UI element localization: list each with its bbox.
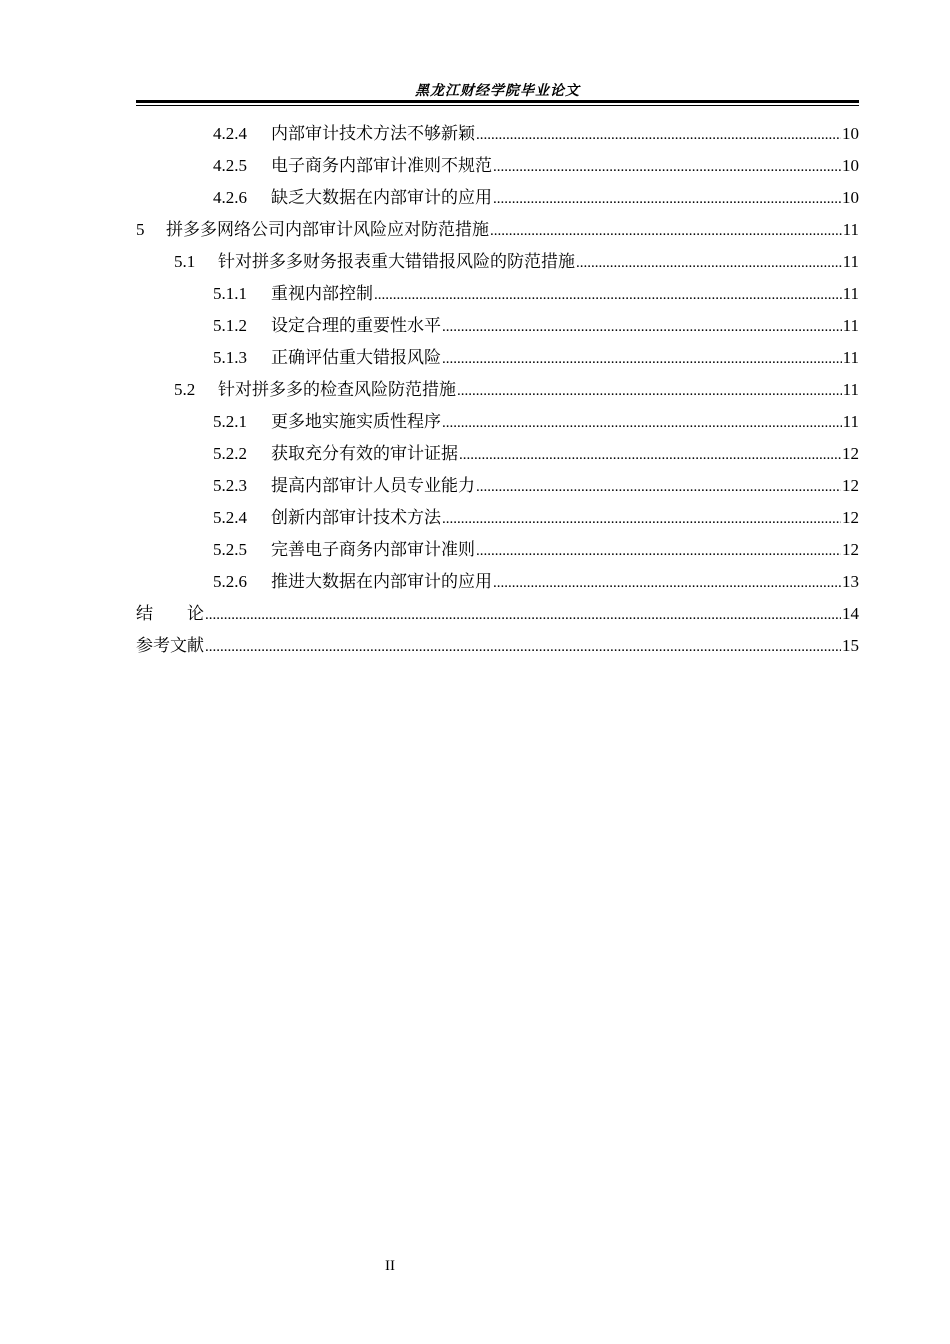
toc-entry-title: 推进大数据在内部审计的应用 [271, 572, 492, 591]
toc-entry[interactable] [136, 406, 859, 438]
toc-entry-title: 设定合理的重要性水平 [271, 316, 441, 335]
toc-entry-title: 创新内部审计技术方法 [271, 508, 441, 527]
toc-entry[interactable] [136, 374, 859, 406]
toc-entry[interactable] [136, 310, 859, 342]
toc-entry-page: 11 [842, 380, 859, 399]
header-rule-thin [136, 105, 859, 106]
toc-entry[interactable] [136, 630, 859, 662]
toc-entry[interactable] [136, 182, 859, 214]
toc-dot-leader [576, 247, 842, 279]
toc-entry-page: 14 [842, 604, 859, 623]
toc-dot-leader [476, 471, 841, 503]
toc-dot-leader [457, 375, 842, 407]
toc-entry-page: 10 [842, 188, 859, 207]
toc-dot-leader [493, 151, 841, 183]
toc-dot-leader [442, 503, 841, 535]
toc-entry-number: 4.2.5 [213, 156, 247, 175]
toc-entry-page: 13 [842, 572, 859, 591]
toc-entry-page: 11 [842, 316, 859, 335]
toc-entry-page: 11 [842, 284, 859, 303]
toc-entry-number: 5.2.6 [213, 572, 247, 591]
toc-dot-leader [459, 439, 841, 471]
toc-entry-page: 12 [842, 540, 859, 559]
toc-entry-title: 针对拼多多财务报表重大错错报风险的防范措施 [218, 252, 575, 271]
toc-entry[interactable] [136, 214, 859, 246]
toc-dot-leader [205, 599, 841, 631]
footer-page-number: II [385, 1258, 395, 1274]
toc-entry-title: 参考文献 [136, 636, 204, 655]
toc-entry-page: 11 [842, 412, 859, 431]
toc-entry[interactable] [136, 150, 859, 182]
toc-entry-page: 15 [842, 636, 859, 655]
toc-entry-page: 11 [842, 252, 859, 271]
toc-dot-leader [476, 119, 841, 151]
toc-entry-number: 5.1 [174, 252, 196, 271]
toc-entry-page: 11 [842, 348, 859, 367]
toc-entry[interactable] [136, 502, 859, 534]
toc-entry-title: 重视内部控制 [271, 284, 373, 303]
toc-entry-title: 针对拼多多的检查风险防范措施 [218, 380, 456, 399]
toc-entry-number: 5.1.2 [213, 316, 247, 335]
toc-entry-page: 11 [842, 220, 859, 239]
toc-entry-page: 12 [842, 444, 859, 463]
toc-entry[interactable] [136, 438, 859, 470]
toc-entry-number: 5.2.3 [213, 476, 247, 495]
toc-dot-leader [493, 567, 841, 599]
toc-entry-number: 5.2 [174, 380, 196, 399]
toc-dot-leader [442, 407, 842, 439]
toc-entry-title: 正确评估重大错报风险 [271, 348, 441, 367]
toc-dot-leader [442, 311, 842, 343]
toc-entry-page: 12 [842, 476, 859, 495]
table-of-contents [136, 118, 859, 662]
toc-entry-number: 5.2.4 [213, 508, 247, 527]
toc-entry-title: 获取充分有效的审计证据 [271, 444, 458, 463]
toc-entry-number: 5.1.3 [213, 348, 247, 367]
toc-entry[interactable] [136, 470, 859, 502]
toc-entry[interactable] [136, 278, 859, 310]
toc-entry-number: 5.2.2 [213, 444, 247, 463]
toc-entry[interactable] [136, 566, 859, 598]
toc-entry[interactable] [136, 342, 859, 374]
toc-dot-leader [374, 279, 842, 311]
header-rule-thick [136, 100, 859, 103]
toc-entry-title: 拼多多网络公司内部审计风险应对防范措施 [166, 220, 489, 239]
toc-entry-title: 更多地实施实质性程序 [271, 412, 441, 431]
toc-entry-number: 5 [136, 220, 145, 239]
toc-dot-leader [493, 183, 841, 215]
toc-entry-number: 5.1.1 [213, 284, 247, 303]
toc-dot-leader [205, 631, 841, 663]
toc-entry-title: 内部审计技术方法不够新颖 [271, 124, 475, 143]
toc-entry[interactable] [136, 118, 859, 150]
toc-entry-number: 5.2.5 [213, 540, 247, 559]
toc-entry-page: 10 [842, 156, 859, 175]
toc-entry[interactable] [136, 598, 859, 630]
toc-dot-leader [442, 343, 842, 375]
toc-entry-title: 缺乏大数据在内部审计的应用 [271, 188, 492, 207]
toc-entry-number: 4.2.6 [213, 188, 247, 207]
toc-entry-title: 结 论 [136, 604, 204, 623]
toc-entry-title: 电子商务内部审计准则不规范 [271, 156, 492, 175]
toc-entry-page: 12 [842, 508, 859, 527]
toc-dot-leader [490, 215, 842, 247]
toc-entry-number: 4.2.4 [213, 124, 247, 143]
toc-entry[interactable] [136, 246, 859, 278]
toc-entry-title: 完善电子商务内部审计准则 [271, 540, 475, 559]
toc-entry-number: 5.2.1 [213, 412, 247, 431]
toc-dot-leader [476, 535, 841, 567]
toc-entry[interactable] [136, 534, 859, 566]
running-header-title: 黑龙江财经学院毕业论文 [415, 83, 580, 99]
toc-entry-title: 提高内部审计人员专业能力 [271, 476, 475, 495]
toc-entry-page: 10 [842, 124, 859, 143]
